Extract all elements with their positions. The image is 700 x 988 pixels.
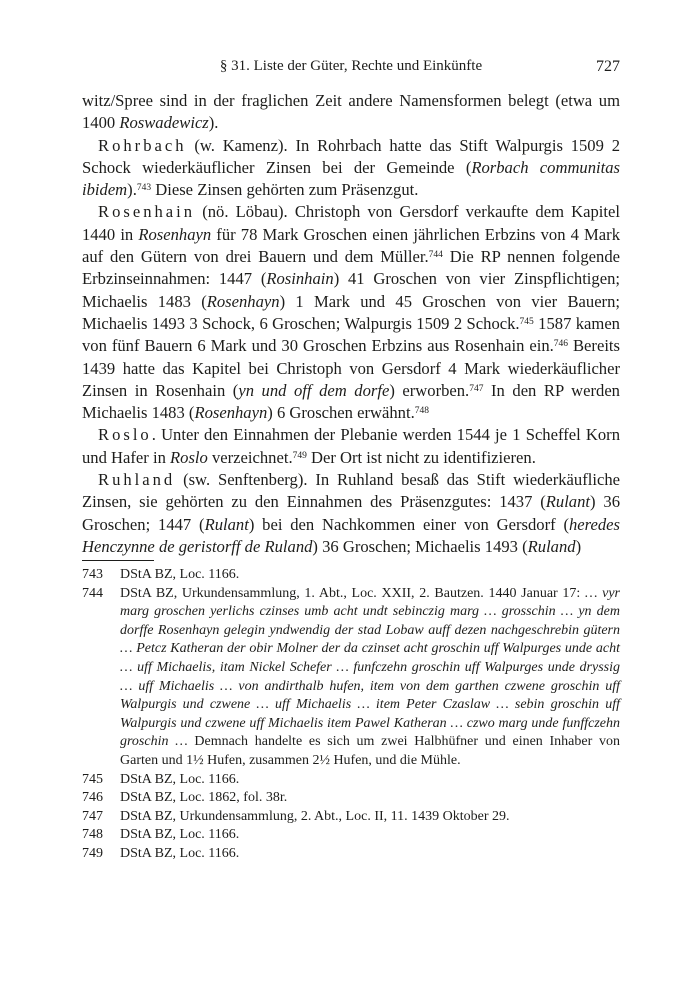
italic-term: Rorbach communitas ibidem: [82, 157, 620, 200]
italic-term: Roslo: [170, 447, 208, 467]
italic-term: Rulant: [545, 492, 591, 512]
footnote-745: 745 DStA BZ, Loc. 1166.: [82, 771, 620, 790]
italic-term: Rulant: [204, 514, 249, 534]
footnote-748: 748 DStA BZ, Loc. 1166.: [82, 826, 620, 845]
page-number: 727: [596, 58, 620, 75]
italic-term: yn und off dem dorfe: [238, 380, 390, 400]
footnote-ref[interactable]: 743: [136, 183, 152, 194]
italic-term: heredes Henczynne de geristorff de Ruland: [82, 514, 620, 556]
running-head: § 31. Liste der Güter, Rechte und Einkünfte: [219, 58, 483, 74]
place-name: Roslo: [98, 425, 152, 445]
footnote-ref[interactable]: 745: [519, 316, 534, 327]
place-name: Rosenhain: [98, 202, 196, 222]
italic-term: Roswadewicz: [119, 113, 209, 133]
footnote-number: 748: [82, 827, 103, 843]
footnote-743: 743 DStA BZ, Loc. 1166.: [82, 566, 620, 585]
footnote-number: 747: [82, 808, 103, 824]
footnote-divider: [82, 560, 154, 561]
place-name: Ruhland: [98, 470, 176, 490]
place-name: Rohrbach: [98, 135, 187, 155]
footnote-number: 745: [82, 771, 103, 787]
footnote-ref[interactable]: 746: [553, 339, 569, 350]
footnote-746: 746 DStA BZ, Loc. 1862, fol. 38r.: [82, 789, 620, 808]
paragraph-roswadewicz: witz/Spree sind in der fraglichen Zeit andere Namensformen belegt (etwa um 1400 Roswadewicz).: [82, 91, 620, 133]
footnote-number: 746: [82, 790, 103, 806]
footnote-number: 743: [82, 567, 103, 582]
quoted-source: … vyr marg groschen yerlichs czinses umb acht undt sebinczig marg … grosschin … yn dem dorffe Rosenhayn gelegin yndwendig der stad Lobaw auff dezen nachgeschrebin gütern … Petcz Katheran der obir Molner der da czinset acht groschin uff Walpurges unde acht … uff Michaelis, itam Nickel Schefer … funfczehn groschin uff Walpurges unde dryssig … uff Michaelis … von andirthalb hufen, item von dem garthen czwene groschin uff Walpurgis und czwene … uff Michaelis … item Peter Czaslaw … sebin groschin uff Walpurgis und czwene uff Michaelis item Pawel Katheran … czwo marg unde funffczehn groschin …: [120, 585, 621, 750]
italic-term: Rosenhayn: [206, 291, 280, 311]
paragraph-roslo: Roslo. Unter den Einnahmen der Plebanie werden 1544 je 1 Scheffel Korn und Hafer in Roslo verzeichnet.$^{749}$ Der Ort ist nicht zu identifizieren.: [82, 425, 620, 467]
footnote-ref[interactable]: 747: [469, 383, 484, 394]
italic-term: Ruland: [527, 536, 576, 556]
footnote-ref[interactable]: 749: [292, 450, 307, 461]
page-header: [82, 58, 620, 78]
italic-term: Rosenhayn: [194, 403, 268, 423]
footnotes: [82, 566, 620, 864]
footnote-747: 747 DStA BZ, Urkundensammlung, 2. Abt., Loc. II, 11. 1439 Oktober 29.: [82, 808, 620, 827]
footnote-number: 749: [82, 845, 103, 861]
footnote-ref[interactable]: 744: [428, 250, 443, 261]
paragraph-rosenhain: Rosenhain (nö. Löbau). Christoph von Gersdorf verkaufte dem Kapitel 1440 in Rosenhayn für 78 Mark Groschen einen jährlichen Erbzins von 4 Mark auf den Gütern von drei Bauern und dem Müller.$^{744}$ Die RP nennen folgende Erbzinseinnahmen: 1447 (Rosinhain) 41 Groschen von vier Zinspflichtigen; Michaelis 1483 (Rosenhayn) 1 Mark und 45 Groschen von vier Bauern; Michaelis 1493 3 Schock, 6 Groschen; Walpurgis 1509 2 Schock.$^{745}$ 1587 kamen von fünf Bauern 6 Mark und 30 Groschen Erbzins aus Rosenhain ein.$^{746}$ Bereits 1439 hatte das Kapitel bei Christoph von Gersdorf 4 Mark wiederkäuflicher Zinsen in Rosenhain (yn und off dem dorfe) erworben.$^{747}$ In den RP werden Michaelis 1483 (Rosenhayn) 6 Groschen erwähnt.$^{748}$: [82, 202, 620, 423]
italic-term: Rosenhayn: [138, 224, 212, 244]
body-text: [82, 90, 620, 558]
italic-term: Rosinhain: [266, 269, 334, 289]
footnote-ref[interactable]: 748: [414, 406, 429, 417]
footnote-749: 749 DStA BZ, Loc. 1166.: [82, 845, 620, 864]
paragraph-rohrbach: Rohrbach (w. Kamenz). In Rohrbach hatte das Stift Walpurgis 1509 2 Schock wiederkäuflicher Zinsen bei der Gemeinde (Rorbach communitas ibidem).$^{743}$ Diese Zinsen gehörten zum Präsenzgut.: [82, 135, 620, 200]
paragraph-ruhland: Ruhland (sw. Senftenberg). In Ruhland besaß das Stift wiederkäufliche Zinsen, sie gehörten zu den Einnahmen des Präsenzgutes: 1437 (Rulant) 36 Groschen; 1447 (Rulant) bei den Nachkommen einer von Gersdorf (heredes Henczynne de geristorff de Ruland) 36 Groschen; Michaelis 1493 (Ruland): [82, 470, 620, 556]
footnote-744: 744 DStA BZ, Urkundensammlung, 1. Abt., Loc. XXII, 2. Bautzen. 1440 Januar 17: … vyr marg groschen yerlichs czinses umb acht undt sebinczig marg … grosschin … yn dem dorffe Rosenhayn gelegin yndwendig der stad Lobaw auff dezen nachgeschrebin gütern … Petcz Katheran der obir Molner der da czinset acht groschin uff Walpurges unde acht … uff Michaelis, itam Nickel Schefer … funfczehn groschin uff Walpurges unde dryssig … uff Michaelis … von andirthalb hufen, item von dem garthen czwene groschin uff Walpurgis und czwene … uff Michaelis … item Peter Czaslaw … sebin groschin uff Walpurgis und czwene uff Michaelis item Pawel Katheran … czwo marg unde funffczehn groschin … Demnach handelte es sich um zwei Halbhüfner und einen Inhaber von Garten und 1½ Hufen, zusammen 2½ Hufen, und die Mühle.: [82, 585, 621, 768]
footnote-number: 744: [82, 585, 103, 601]
